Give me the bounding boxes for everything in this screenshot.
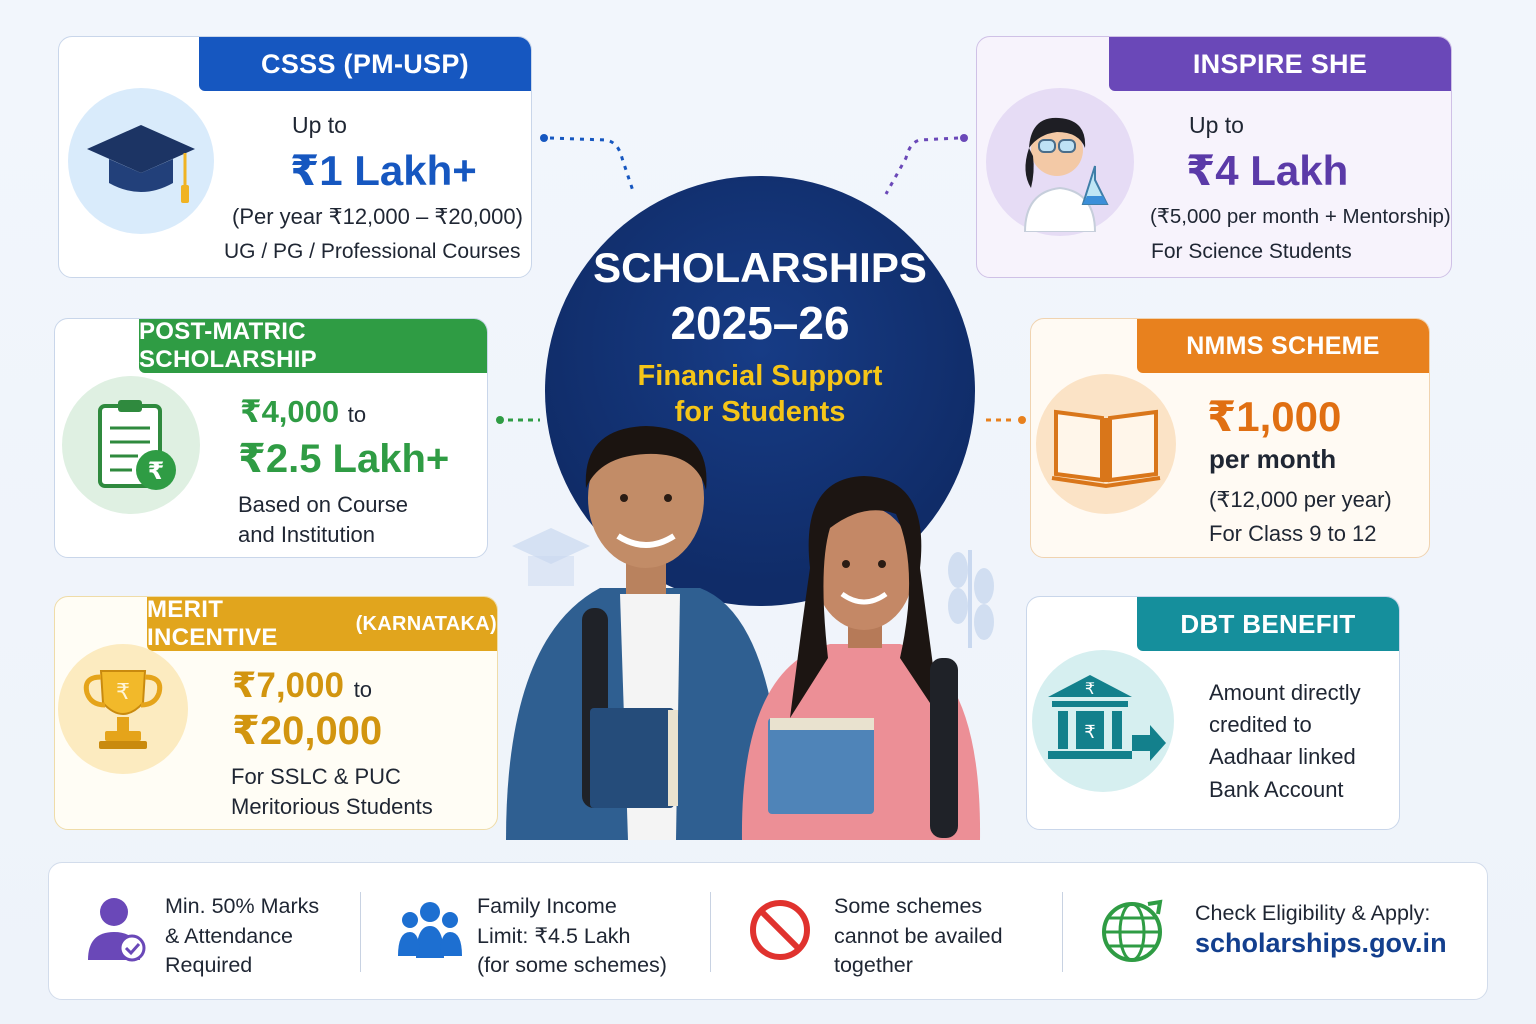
dbt-line-3: Aadhaar linked — [1209, 744, 1356, 769]
trophy-icon — [58, 644, 188, 774]
dbt-line-4: Bank Account — [1209, 777, 1344, 802]
merit-amount-from — [232, 666, 372, 706]
inspire-amount: ₹4 Lakh — [1186, 147, 1349, 194]
nocombine-line-1: Some schemes — [834, 894, 983, 918]
svg-text:₹: ₹ — [116, 680, 130, 705]
marks-line-3: Required — [165, 953, 253, 977]
nmms-detail: (₹12,000 per year) — [1209, 487, 1392, 512]
connector-inspire — [880, 128, 980, 208]
merit-from-value: ₹7,000 — [232, 666, 344, 705]
graduation-cap-icon — [68, 88, 214, 234]
apply-line-1: Check Eligibility & Apply: — [1195, 901, 1431, 925]
income-line-2: Limit: ₹4.5 Lakh — [477, 923, 631, 948]
dbt-tab: DBT BENEFIT — [1137, 597, 1399, 651]
globe-icon — [1100, 898, 1166, 964]
postmatric-from-value: ₹4,000 — [240, 394, 340, 429]
center-title-line2: 2025–26 — [670, 297, 850, 349]
bottom-divider-3 — [1062, 892, 1063, 972]
inspire-note: For Science Students — [1151, 240, 1352, 263]
svg-text:₹: ₹ — [147, 457, 165, 485]
nocombine-line-3: together — [834, 953, 913, 977]
marks-line-2: & Attendance — [165, 923, 293, 948]
inspire-detail: (₹5,000 per month + Mentorship) — [1150, 205, 1451, 228]
csss-lead: Up to — [292, 112, 347, 138]
postmatric-to-word: to — [347, 402, 367, 427]
nmms-note: For Class 9 to 12 — [1209, 521, 1377, 546]
nmms-tab: NMMS SCHEME — [1137, 319, 1429, 373]
bottom-divider-1 — [360, 892, 361, 972]
nmms-amount: ₹1,000 — [1207, 393, 1342, 440]
merit-tab — [147, 597, 497, 651]
inspire-tab: INSPIRE SHE — [1109, 37, 1451, 91]
inspire-lead: Up to — [1189, 112, 1244, 138]
no-entry-icon — [748, 898, 812, 962]
center-subtitle-line2: for Students — [674, 396, 846, 428]
svg-text:₹: ₹ — [1084, 722, 1096, 743]
postmatric-amount-to: ₹2.5 Lakh+ — [238, 437, 450, 481]
center-subtitle-line1: Financial Support — [637, 360, 883, 392]
postmatric-amount-from — [240, 394, 366, 430]
csss-amount: ₹1 Lakh+ — [290, 147, 477, 194]
nmms-per: per month — [1209, 444, 1337, 474]
dbt-line-1: Amount directly — [1209, 680, 1361, 705]
marks-line-1: Min. 50% Marks — [165, 894, 320, 918]
merit-amount-to: ₹20,000 — [232, 709, 383, 753]
no-combine-note — [834, 892, 1003, 981]
postmatric-tab: POST-MATRIC SCHOLARSHIP — [139, 319, 487, 373]
csss-detail: (Per year ₹12,000 – ₹20,000) — [232, 204, 523, 229]
postmatric-note-1: Based on Course — [238, 492, 408, 517]
dbt-line-2: credited to — [1209, 712, 1312, 737]
family-icon — [398, 900, 462, 960]
apply-link[interactable]: scholarships.gov.in — [1195, 928, 1447, 958]
merit-tab-sub: (KARNATAKA) — [355, 612, 497, 635]
center-title-line1: SCHOLARSHIPS — [593, 244, 927, 291]
connector-csss — [536, 128, 646, 208]
nocombine-line-2: cannot be availed — [834, 923, 1003, 948]
merit-to-word: to — [353, 677, 373, 702]
user-check-icon — [84, 894, 148, 964]
bank-transfer-icon — [1032, 650, 1174, 792]
scientist-icon — [986, 88, 1134, 236]
clipboard-rupee-icon — [62, 376, 200, 514]
csss-tab: CSSS (PM-USP) — [199, 37, 531, 91]
bottom-divider-2 — [710, 892, 711, 972]
marks-requirement — [165, 892, 319, 981]
open-book-icon — [1036, 374, 1176, 514]
csss-note: UG / PG / Professional Courses — [224, 240, 521, 263]
merit-tab-main: MERIT INCENTIVE — [147, 596, 278, 651]
income-limit — [477, 892, 667, 981]
merit-note-1: For SSLC & PUC — [231, 764, 401, 789]
income-line-3: (for some schemes) — [477, 953, 667, 977]
svg-text:₹: ₹ — [1084, 679, 1096, 698]
students-illustration — [500, 418, 1010, 840]
income-line-1: Family Income — [477, 894, 617, 918]
postmatric-note-2: and Institution — [238, 522, 375, 547]
merit-note-2: Meritorious Students — [231, 794, 433, 819]
